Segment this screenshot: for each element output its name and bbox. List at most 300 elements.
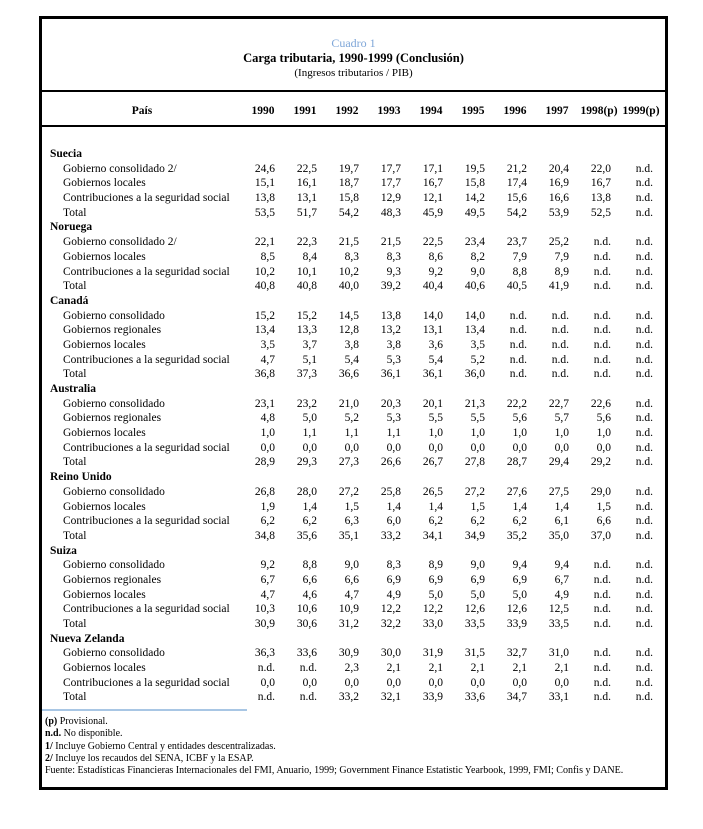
value-cell: 36,0 bbox=[464, 368, 485, 381]
footnote bbox=[45, 753, 665, 765]
value-cell: 15,8 bbox=[338, 192, 359, 205]
value-cell: n.d. bbox=[593, 588, 611, 601]
value-cell: 27,2 bbox=[338, 485, 359, 498]
year-column-header: 1994 bbox=[419, 105, 443, 117]
data-row bbox=[42, 690, 665, 705]
value-cell: 1,4 bbox=[386, 500, 401, 513]
value-cell: n.d. bbox=[593, 265, 611, 278]
value-cell: 5,0 bbox=[470, 588, 485, 601]
value-cell: 22,3 bbox=[296, 236, 317, 249]
value-cell: 33,6 bbox=[464, 691, 485, 704]
value-cell: 17,4 bbox=[506, 177, 527, 190]
value-cell: 17,7 bbox=[380, 162, 401, 175]
row-label: Gobiernos regionales bbox=[63, 412, 162, 425]
value-cell: 45,9 bbox=[422, 206, 443, 219]
value-cell: 1,0 bbox=[596, 427, 611, 440]
value-cell: 6,6 bbox=[596, 515, 611, 528]
year-column-header: 1992 bbox=[335, 105, 359, 117]
value-cell: n.d. bbox=[509, 353, 527, 366]
value-cell: 15,6 bbox=[506, 192, 527, 205]
value-cell: 20,3 bbox=[380, 397, 401, 410]
value-cell: 14,5 bbox=[338, 309, 359, 322]
table-body bbox=[42, 127, 665, 705]
value-cell: 1,0 bbox=[260, 427, 275, 440]
value-cell: n.d. bbox=[593, 618, 611, 630]
value-cell: 41,9 bbox=[548, 280, 569, 293]
country-column-header: País bbox=[131, 105, 153, 117]
value-cell: 6,9 bbox=[428, 573, 443, 586]
row-label: Total bbox=[63, 691, 87, 704]
value-cell: n.d. bbox=[551, 309, 569, 322]
value-cell: 12,8 bbox=[338, 324, 359, 337]
value-cell: 22,5 bbox=[296, 162, 317, 175]
data-row bbox=[42, 191, 665, 206]
value-cell: n.d. bbox=[635, 559, 653, 572]
data-row bbox=[42, 338, 665, 353]
country-name: Australia bbox=[50, 383, 96, 395]
value-cell: 40,8 bbox=[254, 280, 275, 293]
value-cell: 25,8 bbox=[380, 485, 401, 498]
value-cell: 5,1 bbox=[302, 353, 317, 366]
row-label: Gobierno consolidado bbox=[63, 397, 165, 410]
value-cell: n.d. bbox=[593, 324, 611, 337]
value-cell: 1,5 bbox=[596, 500, 611, 513]
value-cell: 33,5 bbox=[464, 618, 485, 630]
value-cell: 29,4 bbox=[548, 456, 569, 469]
value-cell: 53,5 bbox=[254, 206, 275, 219]
value-cell: 5,4 bbox=[344, 353, 359, 366]
value-cell: 13,1 bbox=[422, 324, 443, 337]
value-cell: n.d. bbox=[593, 691, 611, 704]
value-cell: n.d. bbox=[593, 309, 611, 322]
value-cell: 51,7 bbox=[296, 206, 317, 219]
value-cell: 36,6 bbox=[338, 368, 359, 381]
data-row bbox=[42, 676, 665, 691]
value-cell: 13,8 bbox=[590, 192, 611, 205]
value-cell: n.d. bbox=[299, 691, 317, 704]
value-cell: 40,6 bbox=[464, 280, 485, 293]
value-cell: n.d. bbox=[593, 280, 611, 293]
data-row bbox=[42, 500, 665, 515]
country-name: Suiza bbox=[50, 544, 77, 557]
value-cell: 33,9 bbox=[422, 691, 443, 704]
data-row bbox=[42, 309, 665, 324]
data-row bbox=[42, 661, 665, 676]
footnote bbox=[45, 765, 665, 777]
country-row bbox=[42, 294, 665, 309]
country-row bbox=[42, 544, 665, 559]
value-cell: 0,0 bbox=[386, 441, 401, 454]
value-cell: 0,0 bbox=[428, 441, 443, 454]
value-cell: 0,0 bbox=[512, 676, 527, 689]
value-cell: 4,9 bbox=[554, 588, 569, 601]
value-cell: 33,1 bbox=[548, 691, 569, 704]
value-cell: 9,0 bbox=[470, 559, 485, 572]
value-cell: n.d. bbox=[635, 177, 653, 190]
value-cell: 5,3 bbox=[386, 353, 401, 366]
value-cell: n.d. bbox=[635, 338, 653, 351]
year-column-header: 1993 bbox=[377, 105, 401, 117]
value-cell: 35,2 bbox=[506, 529, 527, 542]
value-cell: 2,1 bbox=[512, 662, 527, 675]
value-cell: n.d. bbox=[593, 676, 611, 689]
country-row bbox=[42, 382, 665, 397]
row-label: Total bbox=[63, 618, 87, 630]
title-block bbox=[42, 19, 665, 80]
value-cell: n.d. bbox=[593, 338, 611, 351]
value-cell: 28,0 bbox=[296, 485, 317, 498]
value-cell: 0,0 bbox=[470, 441, 485, 454]
value-cell: 29,3 bbox=[296, 456, 317, 469]
data-row bbox=[42, 279, 665, 294]
value-cell: 8,8 bbox=[512, 265, 527, 278]
value-cell: n.d. bbox=[635, 662, 653, 675]
footnote bbox=[45, 728, 665, 740]
value-cell: 16,1 bbox=[296, 177, 317, 190]
value-cell: n.d. bbox=[635, 485, 653, 498]
value-cell: 23,7 bbox=[506, 236, 527, 249]
value-cell: 5,2 bbox=[344, 412, 359, 425]
value-cell: 8,4 bbox=[302, 250, 317, 263]
value-cell: 23,4 bbox=[464, 236, 485, 249]
row-label: Gobiernos locales bbox=[63, 338, 146, 351]
value-cell: 21,5 bbox=[338, 236, 359, 249]
data-row bbox=[42, 558, 665, 573]
value-cell: 31,0 bbox=[548, 647, 569, 660]
value-cell: 23,1 bbox=[254, 397, 275, 410]
value-cell: 3,8 bbox=[344, 338, 359, 351]
value-cell: 4,7 bbox=[260, 588, 275, 601]
value-cell: 5,6 bbox=[512, 412, 527, 425]
value-cell: 34,7 bbox=[506, 691, 527, 704]
value-cell: n.d. bbox=[635, 250, 653, 263]
value-cell: 5,5 bbox=[470, 412, 485, 425]
value-cell: 27,6 bbox=[506, 485, 527, 498]
value-cell: 29,0 bbox=[590, 485, 611, 498]
value-cell: n.d. bbox=[593, 603, 611, 616]
year-column-header: 1999(p) bbox=[622, 105, 660, 117]
value-cell: 5,0 bbox=[302, 412, 317, 425]
value-cell: n.d. bbox=[635, 206, 653, 219]
value-cell: n.d. bbox=[635, 676, 653, 689]
row-label: Gobiernos locales bbox=[63, 250, 146, 263]
data-row bbox=[42, 588, 665, 603]
value-cell: 23,2 bbox=[296, 397, 317, 410]
value-cell: n.d. bbox=[299, 662, 317, 675]
row-label: Total bbox=[63, 368, 87, 381]
row-label: Total bbox=[63, 456, 87, 469]
year-column-header: 1990 bbox=[251, 105, 275, 117]
footnote-prefix: 1/ bbox=[45, 740, 53, 752]
value-cell: 17,1 bbox=[422, 162, 443, 175]
value-cell: 9,4 bbox=[554, 559, 569, 572]
value-cell: 5,6 bbox=[596, 412, 611, 425]
value-cell: 12,9 bbox=[380, 192, 401, 205]
value-cell: 54,2 bbox=[338, 206, 359, 219]
table-title: Carga tributaria, 1990-1999 (Conclusión) bbox=[243, 51, 464, 65]
value-cell: n.d. bbox=[635, 618, 653, 630]
value-cell: 22,5 bbox=[422, 236, 443, 249]
value-cell: 25,2 bbox=[548, 236, 569, 249]
value-cell: 0,0 bbox=[428, 676, 443, 689]
value-cell: n.d. bbox=[593, 236, 611, 249]
value-cell: n.d. bbox=[635, 324, 653, 337]
value-cell: 15,8 bbox=[464, 177, 485, 190]
value-cell: 0,0 bbox=[260, 676, 275, 689]
value-cell: 13,4 bbox=[464, 324, 485, 337]
value-cell: 0,0 bbox=[344, 441, 359, 454]
value-cell: 2,1 bbox=[386, 662, 401, 675]
value-cell: 6,9 bbox=[386, 573, 401, 586]
value-cell: 12,2 bbox=[380, 603, 401, 616]
value-cell: 34,9 bbox=[464, 529, 485, 542]
value-cell: 39,2 bbox=[380, 280, 401, 293]
value-cell: 8,2 bbox=[470, 250, 485, 263]
value-cell: 0,0 bbox=[470, 676, 485, 689]
value-cell: n.d. bbox=[635, 427, 653, 440]
value-cell: 0,0 bbox=[344, 676, 359, 689]
country-name: Suecia bbox=[50, 148, 82, 160]
value-cell: n.d. bbox=[635, 573, 653, 586]
value-cell: n.d. bbox=[635, 441, 653, 454]
value-cell: n.d. bbox=[593, 647, 611, 660]
value-cell: n.d. bbox=[635, 456, 653, 469]
value-cell: 30,9 bbox=[338, 647, 359, 660]
value-cell: n.d. bbox=[635, 647, 653, 660]
value-cell: 13,1 bbox=[296, 192, 317, 205]
table-box bbox=[39, 16, 668, 790]
footnote-prefix: 2/ bbox=[45, 753, 53, 765]
value-cell: 3,5 bbox=[260, 338, 275, 351]
value-cell: 12,6 bbox=[464, 603, 485, 616]
value-cell: 35,6 bbox=[296, 529, 317, 542]
value-cell: 4,7 bbox=[344, 588, 359, 601]
value-cell: 8,9 bbox=[554, 265, 569, 278]
data-row bbox=[42, 441, 665, 456]
value-cell: 4,9 bbox=[386, 588, 401, 601]
value-cell: 6,2 bbox=[302, 515, 317, 528]
value-cell: 31,5 bbox=[464, 647, 485, 660]
value-cell: n.d. bbox=[593, 662, 611, 675]
value-cell: 0,0 bbox=[512, 441, 527, 454]
value-cell: 37,3 bbox=[296, 368, 317, 381]
value-cell: n.d. bbox=[551, 324, 569, 337]
value-cell: 36,8 bbox=[254, 368, 275, 381]
value-cell: 33,5 bbox=[548, 618, 569, 630]
value-cell: 6,2 bbox=[260, 515, 275, 528]
value-cell: n.d. bbox=[593, 353, 611, 366]
data-row bbox=[42, 573, 665, 588]
value-cell: 49,5 bbox=[464, 206, 485, 219]
footnote-prefix: Fuente: bbox=[45, 765, 75, 777]
value-cell: 31,9 bbox=[422, 647, 443, 660]
data-row bbox=[42, 206, 665, 221]
row-label: Gobierno consolidado bbox=[63, 485, 165, 498]
row-label: Gobierno consolidado bbox=[63, 647, 165, 660]
value-cell: 9,2 bbox=[428, 265, 443, 278]
value-cell: 27,3 bbox=[338, 456, 359, 469]
value-cell: n.d. bbox=[635, 603, 653, 616]
row-label: Gobiernos regionales bbox=[63, 573, 162, 586]
value-cell: 19,5 bbox=[464, 162, 485, 175]
row-label: Gobierno consolidado 2/ bbox=[63, 162, 177, 175]
value-cell: 0,0 bbox=[260, 441, 275, 454]
value-cell: 26,5 bbox=[422, 485, 443, 498]
value-cell: 0,0 bbox=[302, 676, 317, 689]
value-cell: 1,4 bbox=[512, 500, 527, 513]
value-cell: 4,8 bbox=[260, 412, 275, 425]
value-cell: 12,2 bbox=[422, 603, 443, 616]
value-cell: n.d. bbox=[593, 368, 611, 381]
value-cell: 26,8 bbox=[254, 485, 275, 498]
value-cell: 19,7 bbox=[338, 162, 359, 175]
data-row bbox=[42, 235, 665, 250]
row-label: Contribuciones a la seguridad social bbox=[63, 192, 230, 205]
data-row bbox=[42, 367, 665, 382]
value-cell: n.d. bbox=[635, 500, 653, 513]
value-cell: n.d. bbox=[593, 573, 611, 586]
value-cell: n.d. bbox=[551, 353, 569, 366]
value-cell: 27,2 bbox=[464, 485, 485, 498]
data-row bbox=[42, 411, 665, 426]
row-label: Contribuciones a la seguridad social bbox=[63, 441, 230, 454]
value-cell: 1,5 bbox=[344, 500, 359, 513]
data-row bbox=[42, 426, 665, 441]
footnote-text: Incluye Gobierno Central y entidades descentralizadas. bbox=[52, 740, 276, 752]
value-cell: n.d. bbox=[635, 588, 653, 601]
value-cell: n.d. bbox=[509, 338, 527, 351]
row-label: Total bbox=[63, 280, 87, 293]
value-cell: 9,3 bbox=[386, 265, 401, 278]
value-cell: 22,6 bbox=[590, 397, 611, 410]
row-label: Contribuciones a la seguridad social bbox=[63, 603, 230, 616]
value-cell: 6,2 bbox=[428, 515, 443, 528]
value-cell: 9,4 bbox=[512, 559, 527, 572]
value-cell: 6,9 bbox=[512, 573, 527, 586]
value-cell: 0,0 bbox=[302, 441, 317, 454]
value-cell: 14,0 bbox=[422, 309, 443, 322]
value-cell: n.d. bbox=[509, 324, 527, 337]
value-cell: 0,0 bbox=[554, 441, 569, 454]
footnote bbox=[45, 716, 665, 728]
value-cell: 12,1 bbox=[422, 192, 443, 205]
data-row bbox=[42, 397, 665, 412]
value-cell: 18,7 bbox=[338, 177, 359, 190]
value-cell: 31,2 bbox=[338, 618, 359, 630]
row-label: Total bbox=[63, 529, 87, 542]
row-label: Gobiernos locales bbox=[63, 662, 146, 675]
value-cell: 48,3 bbox=[380, 206, 401, 219]
value-cell: 16,6 bbox=[548, 192, 569, 205]
data-row bbox=[42, 455, 665, 470]
value-cell: 12,6 bbox=[506, 603, 527, 616]
value-cell: 2,3 bbox=[344, 662, 359, 675]
value-cell: n.d. bbox=[635, 515, 653, 528]
footnote-text: Provisional. bbox=[57, 716, 108, 728]
value-cell: 13,2 bbox=[380, 324, 401, 337]
value-cell: 35,1 bbox=[338, 529, 359, 542]
value-cell: 54,2 bbox=[506, 206, 527, 219]
value-cell: 1,9 bbox=[260, 500, 275, 513]
value-cell: 27,5 bbox=[548, 485, 569, 498]
row-label: Gobierno consolidado 2/ bbox=[63, 236, 177, 249]
data-row bbox=[42, 162, 665, 177]
country-row bbox=[42, 632, 665, 647]
country-row bbox=[42, 470, 665, 485]
footnotes bbox=[42, 711, 665, 777]
value-cell: 1,5 bbox=[470, 500, 485, 513]
footnote-text: No disponible. bbox=[61, 728, 123, 740]
value-cell: n.d. bbox=[635, 368, 653, 381]
value-cell: n.d. bbox=[509, 368, 527, 381]
value-cell: 36,1 bbox=[422, 368, 443, 381]
value-cell: 13,4 bbox=[254, 324, 275, 337]
value-cell: 10,6 bbox=[296, 603, 317, 616]
value-cell: 10,9 bbox=[338, 603, 359, 616]
data-row bbox=[42, 602, 665, 617]
value-cell: n.d. bbox=[257, 662, 275, 675]
value-cell: 13,3 bbox=[296, 324, 317, 337]
value-cell: 35,0 bbox=[548, 529, 569, 542]
value-cell: 1,4 bbox=[554, 500, 569, 513]
value-cell: 30,9 bbox=[254, 618, 275, 630]
value-cell: 8,8 bbox=[302, 559, 317, 572]
value-cell: 0,0 bbox=[596, 441, 611, 454]
row-label: Gobiernos locales bbox=[63, 177, 146, 190]
value-cell: 5,0 bbox=[428, 588, 443, 601]
value-cell: 33,6 bbox=[296, 647, 317, 660]
country-row bbox=[42, 220, 665, 235]
value-cell: 36,3 bbox=[254, 647, 275, 660]
value-cell: n.d. bbox=[551, 368, 569, 381]
value-cell: 4,6 bbox=[302, 588, 317, 601]
value-cell: n.d. bbox=[635, 529, 653, 542]
row-label: Contribuciones a la seguridad social bbox=[63, 515, 230, 528]
data-row bbox=[42, 265, 665, 280]
value-cell: n.d. bbox=[257, 691, 275, 704]
value-cell: 0,0 bbox=[386, 676, 401, 689]
value-cell: 1,0 bbox=[512, 427, 527, 440]
value-cell: 21,5 bbox=[380, 236, 401, 249]
year-column-header: 1998(p) bbox=[580, 105, 618, 117]
year-column-header: 1996 bbox=[503, 105, 527, 117]
value-cell: 3,7 bbox=[302, 338, 317, 351]
value-cell: n.d. bbox=[635, 397, 653, 410]
value-cell: 13,8 bbox=[380, 309, 401, 322]
value-cell: 20,1 bbox=[422, 397, 443, 410]
value-cell: n.d. bbox=[593, 559, 611, 572]
value-cell: 32,1 bbox=[380, 691, 401, 704]
value-cell: 1,1 bbox=[302, 427, 317, 440]
value-cell: 22,1 bbox=[254, 236, 275, 249]
value-cell: 5,0 bbox=[512, 588, 527, 601]
value-cell: 9,0 bbox=[344, 559, 359, 572]
country-row bbox=[42, 147, 665, 162]
value-cell: 30,6 bbox=[296, 618, 317, 630]
value-cell: 40,4 bbox=[422, 280, 443, 293]
value-cell: 22,2 bbox=[506, 397, 527, 410]
value-cell: 3,5 bbox=[470, 338, 485, 351]
row-label: Gobierno consolidado bbox=[63, 559, 165, 572]
value-cell: 6,0 bbox=[386, 515, 401, 528]
value-cell: n.d. bbox=[593, 250, 611, 263]
value-cell: 8,5 bbox=[260, 250, 275, 263]
value-cell: 6,6 bbox=[302, 573, 317, 586]
row-label: Total bbox=[63, 206, 87, 219]
value-cell: 6,9 bbox=[470, 573, 485, 586]
value-cell: 15,2 bbox=[296, 309, 317, 322]
value-cell: 33,0 bbox=[422, 618, 443, 630]
